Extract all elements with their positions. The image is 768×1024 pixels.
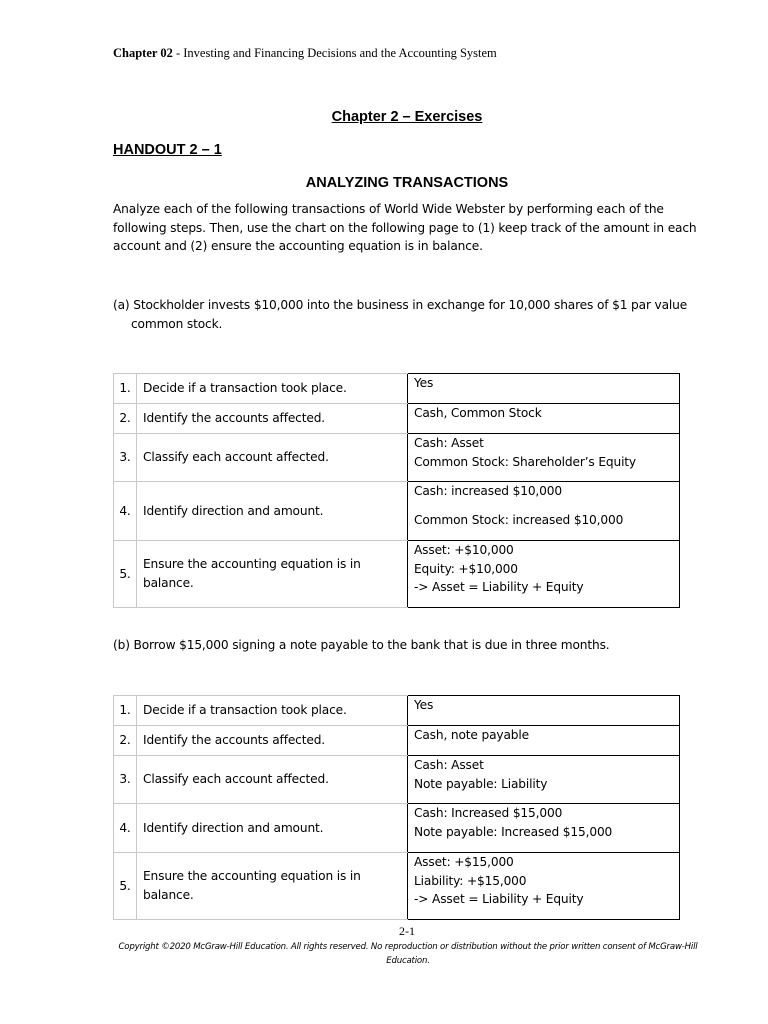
step-label: Classify each account affected. <box>137 434 408 482</box>
step-label: Identify the accounts affected. <box>137 404 408 434</box>
intro-paragraph: Analyze each of the following transactions of World Wide Webster by performing each of the following steps. Then, use the chart on the following page to (1) keep track of the amount in each account and (2) ensure the accounting equation is in balance. <box>113 202 697 254</box>
step-answer <box>408 482 680 541</box>
answer-line: Note payable: Increased $15,000 <box>414 824 613 839</box>
transaction-b-table <box>113 695 680 920</box>
page-number: 2-1 <box>399 924 415 938</box>
answer-line: Common Stock: Shareholder’s Equity <box>414 454 636 469</box>
step-number: 2. <box>114 404 137 434</box>
chapter-label: Chapter 02 <box>113 46 173 60</box>
answer-line: Cash, Common Stock <box>414 406 542 420</box>
step-number: 1. <box>114 374 137 404</box>
answer-line: Equity: +$10,000 <box>414 561 518 576</box>
table-row <box>114 541 680 608</box>
step-number: 4. <box>114 482 137 541</box>
answer-line: Cash: Asset <box>414 436 484 450</box>
step-answer <box>408 756 680 804</box>
handout-heading: HANDOUT 2 – 1 <box>113 142 222 158</box>
transaction-a-table <box>113 373 680 608</box>
table-row <box>114 482 680 541</box>
step-label: Identify direction and amount. <box>137 804 408 853</box>
answer-line: -> Asset = Liability + Equity <box>414 580 584 595</box>
answer-line: Cash: Increased $15,000 <box>414 806 563 820</box>
step-label: Identify direction and amount. <box>137 482 408 541</box>
step-answer <box>408 374 680 404</box>
answer-line: Cash: increased $10,000 <box>414 484 562 498</box>
step-label: Ensure the accounting equation is in balance. <box>137 541 408 608</box>
step-answer <box>408 726 680 756</box>
table-row <box>114 726 680 756</box>
step-label: Decide if a transaction took place. <box>137 374 408 404</box>
step-answer <box>408 853 680 920</box>
answer-line: Cash, note payable <box>414 728 529 742</box>
step-number: 1. <box>114 696 137 726</box>
answer-line: Yes <box>414 698 434 712</box>
transaction-b-description: (b) Borrow $15,000 signing a note payable to the bank that is due in three months. <box>113 638 610 652</box>
answer-line: -> Asset = Liability + Equity <box>414 892 584 907</box>
answer-line: Asset: +$15,000 <box>414 855 514 869</box>
running-header <box>113 46 497 61</box>
step-answer <box>408 696 680 726</box>
step-number: 2. <box>114 726 137 756</box>
step-label: Ensure the accounting equation is in balance. <box>137 853 408 920</box>
step-answer <box>408 434 680 482</box>
transaction-a-description: (a) Stockholder invests $10,000 into the business in exchange for 10,000 shares of $1 par value common stock. <box>113 298 688 331</box>
step-number: 3. <box>114 756 137 804</box>
copyright-notice: Copyright ©2020 McGraw-Hill Education. All rights reserved. No reproduction or distribution without the prior written consent of McGraw-Hill Education. <box>118 942 698 966</box>
step-number: 5. <box>114 853 137 920</box>
page-title: Chapter 2 – Exercises <box>331 109 483 125</box>
answer-line: Cash: Asset <box>414 758 484 772</box>
step-label: Decide if a transaction took place. <box>137 696 408 726</box>
answer-line: Liability: +$15,000 <box>414 873 527 888</box>
table-row <box>114 804 680 853</box>
answer-line: Note payable: Liability <box>414 776 548 791</box>
table-row <box>114 853 680 920</box>
table-row <box>114 374 680 404</box>
step-label: Identify the accounts affected. <box>137 726 408 756</box>
section-subtitle: ANALYZING TRANSACTIONS <box>305 175 509 191</box>
table-row <box>114 756 680 804</box>
step-answer <box>408 804 680 853</box>
step-number: 4. <box>114 804 137 853</box>
step-answer <box>408 541 680 608</box>
table-row <box>114 404 680 434</box>
answer-line: Yes <box>414 376 434 390</box>
step-label: Classify each account affected. <box>137 756 408 804</box>
table-row <box>114 696 680 726</box>
chapter-title: - Investing and Financing Decisions and the Accounting System <box>172 46 497 60</box>
answer-line: Asset: +$10,000 <box>414 543 514 557</box>
step-answer <box>408 404 680 434</box>
step-number: 3. <box>114 434 137 482</box>
table-row <box>114 434 680 482</box>
step-number: 5. <box>114 541 137 608</box>
answer-line: Common Stock: increased $10,000 <box>414 512 624 527</box>
